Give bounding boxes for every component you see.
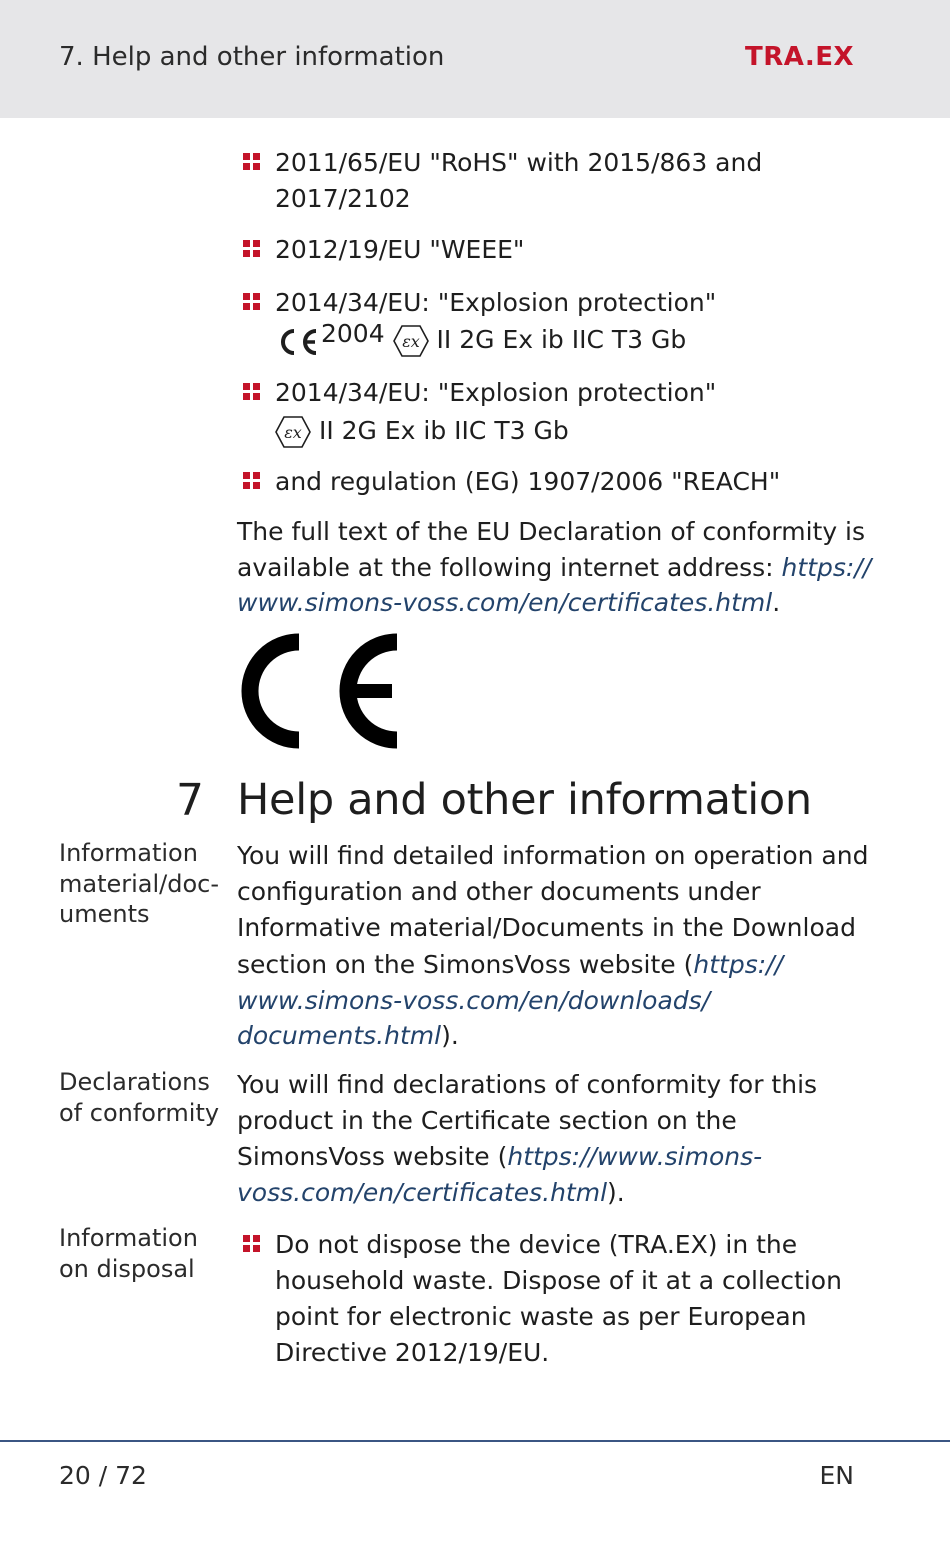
bullet-icon: [243, 153, 260, 170]
svg-text:εx: εx: [401, 332, 420, 351]
explosion-mark-line-2: [275, 413, 569, 449]
bullet-icon: [243, 383, 260, 400]
disposal-line3: point for electronic waste as per European: [275, 1302, 807, 1331]
bullet-weee: 2012/19/EU "WEEE": [275, 235, 525, 264]
bullet-rohs-line2: 2017/2102: [275, 184, 411, 213]
chapter-title: Help and other information: [237, 775, 812, 825]
bullet-icon: [243, 472, 260, 489]
svg-text:εx: εx: [284, 423, 302, 442]
conformity-link-part1[interactable]: https://www.simons-: [507, 1142, 763, 1171]
conformity-link-part2[interactable]: voss.com/en/certificates.html: [237, 1178, 608, 1207]
bullet-icon: [243, 240, 260, 257]
info-material-line5: [237, 983, 710, 1019]
page-header: [0, 0, 950, 118]
bullet-rohs-line1: 2011/65/EU "RoHS" with 2015/863 and: [275, 148, 763, 177]
explosion-mark-line-1: [275, 319, 687, 359]
side-label-line: Information: [59, 839, 198, 867]
conformity-line1: You will find declarations of conformity for this: [237, 1070, 818, 1099]
footer-divider: [0, 1440, 950, 1442]
page-number: 20 / 72: [59, 1461, 147, 1490]
bullet-reach: and regulation (EG) 1907/2006 "REACH": [275, 467, 781, 496]
disposal-line2: household waste. Dispose of it at a collection: [275, 1266, 842, 1295]
mark-text: II 2G Ex ib IIC T3 Gb: [318, 416, 569, 445]
ex-hexagon-icon: [275, 415, 311, 449]
info-material-text: section on the SimonsVoss website (: [237, 950, 694, 979]
chapter-number: 7: [176, 775, 204, 826]
ce-mark-large-icon: [236, 632, 402, 750]
mark-text: II 2G Ex ib IIC T3 Gb: [436, 325, 687, 354]
info-material-line2: configuration and other documents under: [237, 877, 761, 906]
info-material-line3: Informative material/Documents in the Download: [237, 913, 856, 942]
side-label-line: Declarations: [59, 1068, 210, 1096]
conformity-text: SimonsVoss website (: [237, 1142, 508, 1171]
info-material-end: ).: [441, 1021, 459, 1050]
header-product-name: TRA.EX: [744, 42, 854, 72]
header-title: 7. Help and other information: [59, 42, 445, 72]
certificates-link-part1[interactable]: https://: [781, 553, 872, 582]
info-material-line6: [237, 1018, 459, 1054]
language-code: EN: [819, 1461, 854, 1490]
certificates-link-part2[interactable]: www.simons-voss.com/en/certificates.html: [237, 588, 773, 617]
declaration-line2: [237, 550, 871, 586]
declaration-line1: The full text of the EU Declaration of conformity is: [237, 517, 866, 546]
downloads-link-part3[interactable]: documents.html: [237, 1021, 442, 1050]
conformity-line4: [237, 1175, 625, 1211]
side-label-line: of conformity: [59, 1098, 220, 1127]
bullet-icon: [243, 1235, 260, 1252]
bullet-icon: [243, 293, 260, 310]
side-label-line: on disposal: [59, 1254, 195, 1283]
disposal-line4: Directive 2012/19/EU.: [275, 1338, 550, 1367]
declaration-text: available at the following internet address:: [237, 553, 782, 582]
info-material-line4: [237, 947, 783, 983]
conformity-end: ).: [607, 1178, 625, 1207]
declaration-period: .: [772, 588, 781, 617]
downloads-link-part2[interactable]: www.simons-voss.com/en/downloads/: [237, 986, 711, 1015]
side-label-disposal: [59, 1223, 198, 1284]
side-label-line: material/doc-: [59, 869, 220, 898]
side-label-declarations: [59, 1067, 219, 1128]
bullet-explosion-2: 2014/34/EU: "Explosion protection": [275, 378, 717, 407]
side-label-line: uments: [59, 900, 150, 928]
conformity-line3: [237, 1139, 762, 1175]
disposal-line1: Do not dispose the device (TRA.EX) in the: [275, 1230, 798, 1259]
side-label-line: Information: [59, 1224, 198, 1252]
mark-year: 2004: [321, 319, 385, 348]
side-label-information-material: [59, 838, 219, 930]
info-material-line1: You will find detailed information on operation and: [237, 841, 869, 870]
bullet-explosion-1: 2014/34/EU: "Explosion protection": [275, 288, 717, 317]
ex-hexagon-icon: [393, 324, 429, 358]
ce-mark-icon: [275, 323, 321, 359]
conformity-line2: product in the Certificate section on the: [237, 1106, 737, 1135]
declaration-line3: [237, 585, 780, 621]
downloads-link-part1[interactable]: https://: [693, 950, 784, 979]
